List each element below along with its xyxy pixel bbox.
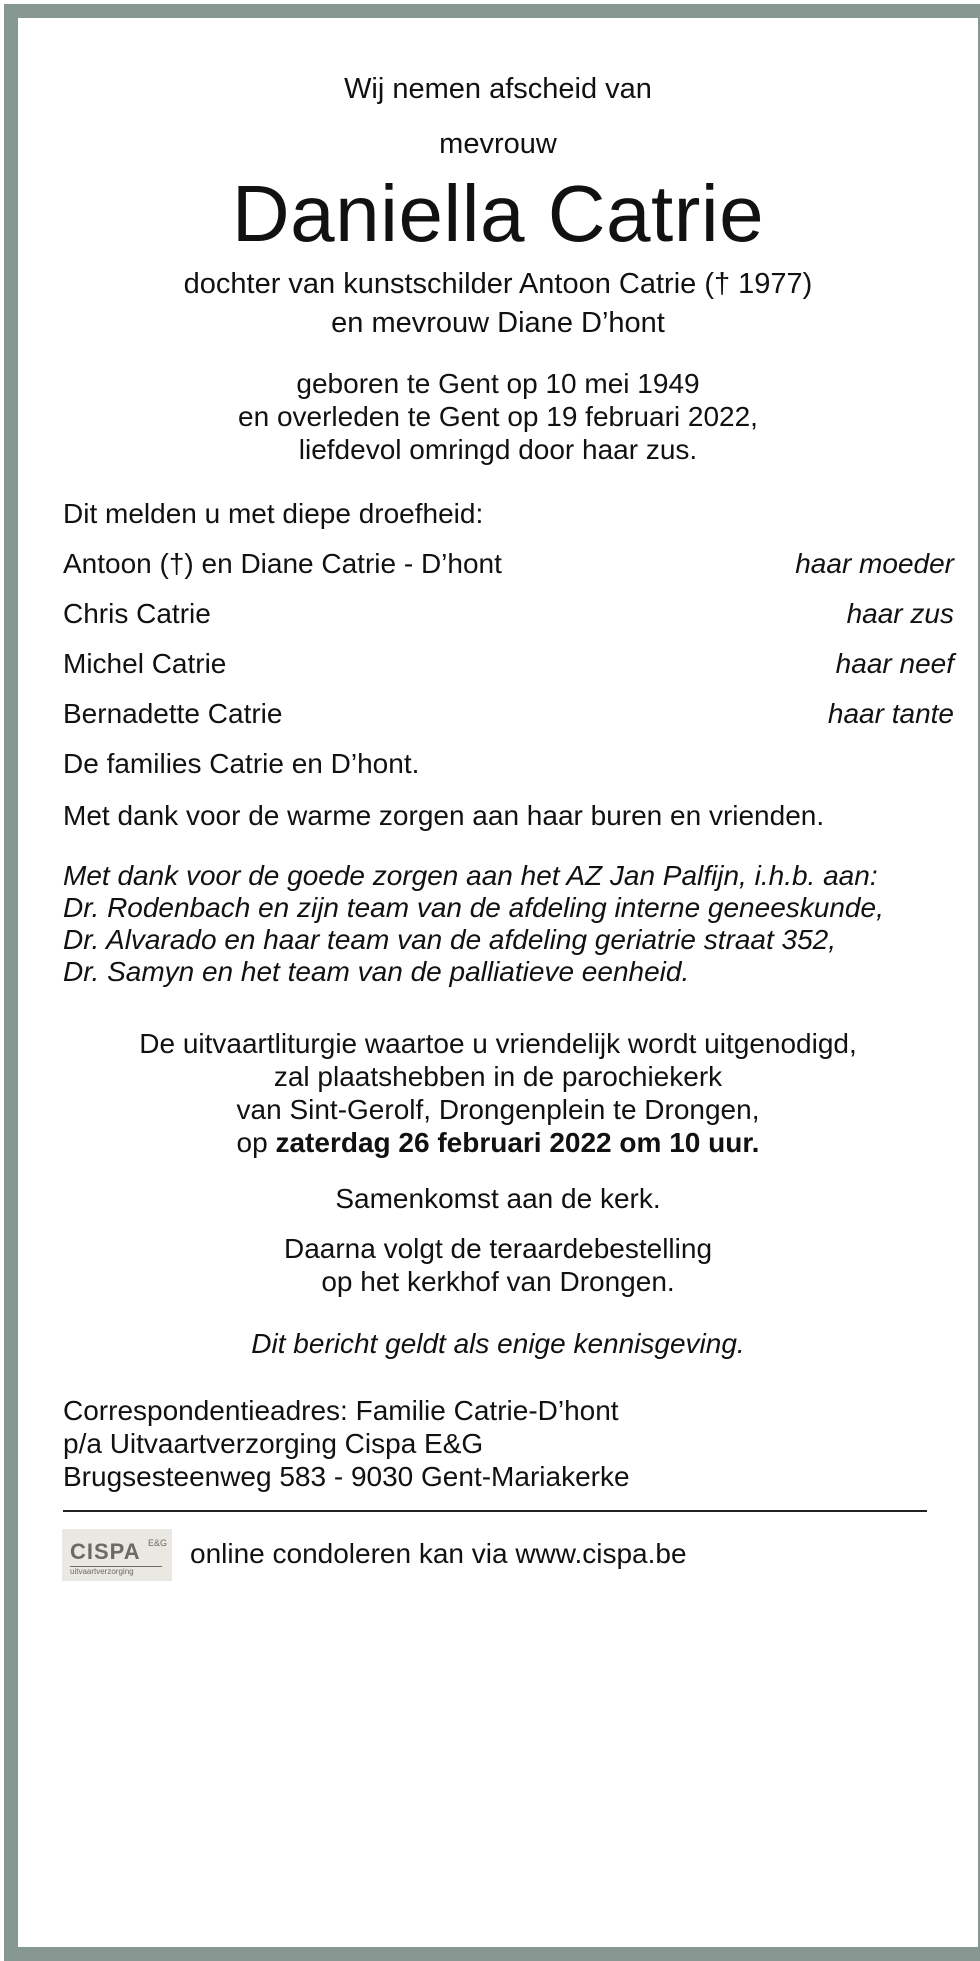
notice-text: Dit bericht geldt als enige kennisgeving. [251,1328,745,1359]
burial-line-1: Daarna volgt de teraardebestelling [283,1233,713,1264]
logo-name: CISPA [70,1539,141,1564]
thanks-hospital-line: Dr. Alvarado en haar team van de afdeling geriatrie straat 352, [63,924,837,955]
family-member-name: Bernadette Catrie [63,698,283,729]
salutation: mevrouw [439,128,557,160]
funeral-line-2: zal plaatshebben in de parochiekerk [273,1061,723,1092]
correspondence-line: Brugsesteenweg 583 - 9030 Gent-Mariakerke [63,1461,630,1492]
parents-line-1: dochter van kunstschilder Antoon Catrie († 1977) [183,268,813,300]
deceased-name: Daniella Catrie [231,169,765,258]
thanks-hospital-line: Dr. Rodenbach en zijn team van de afdeling interne geneeskunde, [63,892,884,923]
thanks-hospital-line: Met dank voor de goede zorgen aan het AZ Jan Palfijn, i.h.b. aan: [63,860,878,891]
families-text: De families Catrie en D’hont. [63,748,420,779]
funeral-line-1: De uitvaartliturgie waartoe u vriendelijk wordt uitgenodigd, [139,1028,857,1059]
obituary-card [4,4,980,1961]
surrounded-line: liefdevol omringd door haar zus. [298,434,698,465]
funeral-date-line [18,1127,978,1159]
condolence-link[interactable]: online condoleren kan via www.cispa.be [190,1538,687,1569]
birth-line: geboren te Gent op 10 mei 1949 [296,368,700,399]
correspondence-line: p/a Uitvaartverzorging Cispa E&G [63,1428,484,1459]
cispa-logo [62,1529,172,1581]
thanks-hospital-line: Dr. Samyn en het team van de palliatieve eenheid. [63,956,690,987]
death-line: en overleden te Gent op 19 februari 2022, [238,401,758,432]
family-member-relation: haar zus [846,598,954,629]
parents-line-2: en mevrouw Diane D’hont [331,307,665,339]
logo-subtitle: uitvaartverzorging [70,1567,134,1576]
funeral-date: zaterdag 26 februari 2022 om 10 uur. [275,1127,760,1158]
family-member-name: Chris Catrie [63,598,211,629]
gathering-text: Samenkomst aan de kerk. [335,1183,661,1214]
family-member-name: Antoon (†) en Diane Catrie - D’hont [63,548,502,579]
family-member-relation: haar moeder [795,548,954,579]
family-member-name: Michel Catrie [63,648,227,679]
logo-superscript: E&G [148,1538,168,1548]
thanks-neighbours: Met dank voor de warme zorgen aan haar buren en vrienden. [63,800,825,831]
correspondence-line: Correspondentieadres: Familie Catrie-D’hont [63,1395,619,1426]
announcement-text: Dit melden u met diepe droefheid: [63,498,484,529]
intro-text: Wij nemen afscheid van [344,73,652,105]
family-member-relation: haar tante [827,698,954,729]
family-member-relation: haar neef [835,648,954,679]
burial-line-2: op het kerkhof van Drongen. [321,1266,675,1297]
footer-divider [63,1510,927,1512]
funeral-line-3: van Sint-Gerolf, Drongenplein te Drongen, [236,1094,760,1125]
funeral-date-prefix: op [236,1127,276,1158]
